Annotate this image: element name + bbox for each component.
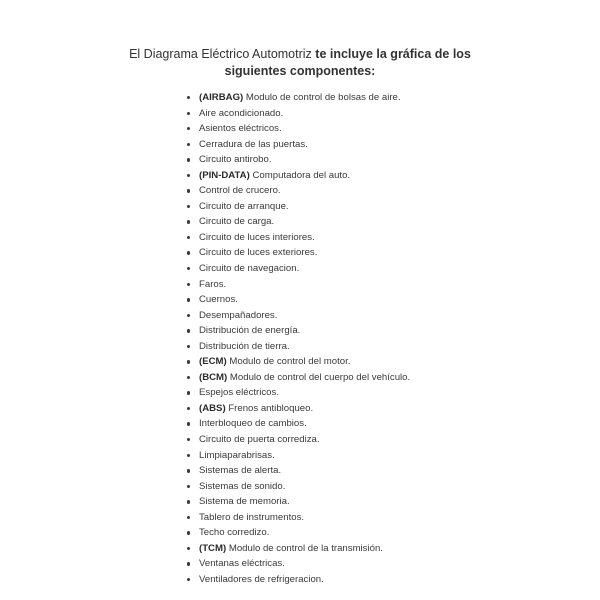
component-text: Circuito de luces interiores. <box>199 231 315 243</box>
component-text: Techo corredizo. <box>199 527 270 539</box>
heading-normal-text: El Diagrama Eléctrico Automotriz <box>129 47 316 61</box>
component-text: Aire acondicionado. <box>199 107 284 119</box>
list-item <box>187 463 487 479</box>
component-code: (PIN-DATA) <box>199 169 250 181</box>
component-text: Faros. <box>199 278 227 290</box>
bullet-icon <box>187 112 190 115</box>
component-text: Modulo de control de la transmisión. <box>226 542 383 554</box>
bullet-icon <box>187 143 190 146</box>
bullet-icon <box>187 220 190 223</box>
component-text: Distribución de tierra. <box>199 340 290 352</box>
list-item <box>187 432 487 448</box>
bullet-icon <box>187 96 190 99</box>
list-item <box>187 479 487 495</box>
bullet-icon <box>187 360 190 363</box>
list-item <box>187 556 487 572</box>
bullet-icon <box>187 438 190 441</box>
component-code: (ECM) <box>199 356 227 368</box>
list-item <box>187 401 487 417</box>
list-item <box>187 137 487 153</box>
bullet-icon <box>187 205 190 208</box>
component-text: Control de crucero. <box>199 185 281 197</box>
bullet-icon <box>187 345 190 348</box>
bullet-icon <box>187 376 190 379</box>
component-text: Espejos eléctricos. <box>199 387 279 399</box>
list-item <box>187 510 487 526</box>
list-item <box>187 261 487 277</box>
component-text: Cuernos. <box>199 294 238 306</box>
bullet-icon <box>187 298 190 301</box>
list-item <box>187 308 487 324</box>
list-item <box>187 168 487 184</box>
list-item <box>187 541 487 557</box>
component-text: Circuito de navegacion. <box>199 263 300 275</box>
list-item <box>187 183 487 199</box>
list-item <box>187 448 487 464</box>
bullet-icon <box>187 531 190 534</box>
intro-heading <box>100 46 500 80</box>
list-item <box>187 214 487 230</box>
component-text: Frenos antibloqueo. <box>225 402 314 414</box>
bullet-icon <box>187 189 190 192</box>
component-text: Desempañadores. <box>199 309 278 321</box>
component-text: Limpiaparabrisas. <box>199 449 275 461</box>
bullet-icon <box>187 283 190 286</box>
component-text: Modulo de control del motor. <box>226 356 351 368</box>
list-item <box>187 245 487 261</box>
bullet-icon <box>187 407 190 410</box>
component-text: Cerradura de las puertas. <box>199 138 308 150</box>
list-item <box>187 277 487 293</box>
component-text: Ventiladores de refrigeracion. <box>199 573 324 585</box>
bullet-icon <box>187 547 190 550</box>
bullet-icon <box>187 516 190 519</box>
component-text: Tablero de instrumentos. <box>199 511 305 523</box>
component-text: Modulo de control del cuerpo del vehículo. <box>227 371 411 383</box>
bullet-icon <box>187 158 190 161</box>
component-text: Ventanas eléctricas. <box>199 558 285 570</box>
bullet-icon <box>187 329 190 332</box>
list-item <box>187 152 487 168</box>
list-item <box>187 416 487 432</box>
heading-bold-text: te incluye la gráfica de los siguientes componentes: <box>224 47 471 78</box>
list-item <box>187 494 487 510</box>
component-text: Interbloqueo de cambios. <box>199 418 307 430</box>
list-item <box>187 106 487 122</box>
component-text: Circuito de luces exteriores. <box>199 247 318 259</box>
component-code: (ABS) <box>199 402 226 414</box>
bullet-icon <box>187 562 190 565</box>
component-list <box>187 90 487 588</box>
bullet-icon <box>187 236 190 239</box>
component-code: (TCM) <box>199 542 227 554</box>
bullet-icon <box>187 127 190 130</box>
list-item <box>187 230 487 246</box>
component-code: (BCM) <box>199 371 228 383</box>
list-item <box>187 525 487 541</box>
bullet-icon <box>187 391 190 394</box>
bullet-icon <box>187 251 190 254</box>
bullet-icon <box>187 174 190 177</box>
list-item <box>187 292 487 308</box>
bullet-icon <box>187 267 190 270</box>
component-text: Sistemas de alerta. <box>199 465 282 477</box>
list-item <box>187 354 487 370</box>
list-item <box>187 370 487 386</box>
component-text: Sistemas de sonido. <box>199 480 286 492</box>
bullet-icon <box>187 578 190 581</box>
component-text: Asientos eléctricos. <box>199 123 282 135</box>
list-item <box>187 339 487 355</box>
bullet-icon <box>187 500 190 503</box>
list-item <box>187 323 487 339</box>
list-item <box>187 90 487 106</box>
component-code: (AIRBAG) <box>199 92 244 103</box>
bullet-icon <box>187 485 190 488</box>
bullet-icon <box>187 422 190 425</box>
component-text: Sistema de memoria. <box>199 496 290 508</box>
component-text: Circuito de carga. <box>199 216 275 228</box>
list-item <box>187 385 487 401</box>
list-item <box>187 199 487 215</box>
bullet-icon <box>187 454 190 457</box>
bullet-icon <box>187 314 190 317</box>
component-text: Circuito antirobo. <box>199 154 272 166</box>
component-text: Modulo de control de bolsas de aire. <box>243 92 401 103</box>
component-text: Circuito de puerta corrediza. <box>199 434 320 446</box>
list-item <box>187 572 487 588</box>
component-text: Computadora del auto. <box>249 169 351 181</box>
bullet-icon <box>187 469 190 472</box>
component-text: Circuito de arranque. <box>199 200 289 212</box>
component-text: Distribución de energía. <box>199 325 301 337</box>
list-item <box>187 121 487 137</box>
